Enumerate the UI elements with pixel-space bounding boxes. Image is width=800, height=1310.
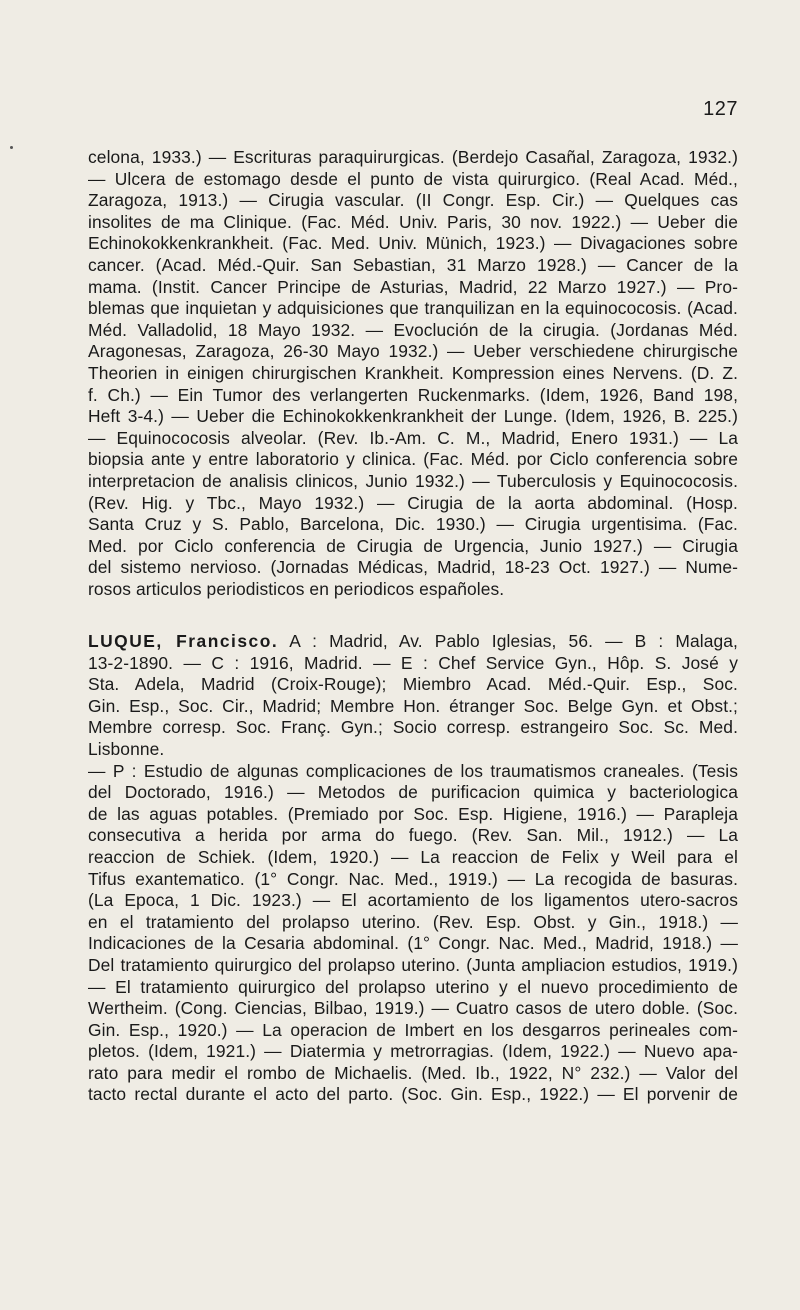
- text-line: mama. (Instit. Cancer Principe de Asturias, Madrid, 22 Marzo 1927.) — Pro-: [88, 276, 738, 297]
- text-line: rato para medir el rombo de Michaelis. (Med. Ib., 1922, N° 232.) — Valor del: [88, 1062, 738, 1083]
- text-line: Echinokokkenkrankheit. (Fac. Med. Univ. Münich, 1923.) — Divagaciones sobre: [88, 233, 738, 254]
- text-line: pletos. (Idem, 1921.) — Diatermia y metrorragias. (Idem, 1922.) — Nuevo apa-: [88, 1041, 738, 1062]
- text-line: del sistemo nervioso. (Jornadas Médicas, Madrid, 18-23 Oct. 1927.) — Nume-: [88, 557, 738, 578]
- text-line: interpretacion de analisis clinicos, Junio 1932.) — Tuberculosis y Equinococosis.: [88, 470, 738, 491]
- text-line: de las aguas potables. (Premiado por Soc. Esp. Higiene, 1916.) — Parapleja: [88, 803, 738, 824]
- text-line: del Doctorado, 1916.) — Metodos de purificacion quimica y bacteriologica: [88, 782, 738, 803]
- text-line: Zaragoza, 1913.) — Cirugia vascular. (II Congr. Esp. Cir.) — Quelques cas: [88, 190, 738, 211]
- text-line: insolites de ma Clinique. (Fac. Méd. Univ. Paris, 30 nov. 1922.) — Ueber die: [88, 211, 738, 232]
- text-line: f. Ch.) — Ein Tumor des verlangerten Ruckenmarks. (Idem, 1926, Band 198,: [88, 384, 738, 405]
- text-line: reaccion de Schiek. (Idem, 1920.) — La reaccion de Felix y Weil para el: [88, 846, 738, 867]
- entry-first-line: [88, 631, 738, 653]
- text-line: Gin. Esp., 1920.) — La operacion de Imbert en los desgarros perineales com-: [88, 1019, 738, 1040]
- text-line: Indicaciones de la Cesaria abdominal. (1° Congr. Nac. Med., Madrid, 1918.) —: [88, 933, 738, 954]
- text-line: Lisbonne.: [88, 738, 165, 759]
- text-line: Tifus exantematico. (1° Congr. Nac. Med., 1919.) — La recogida de basuras.: [88, 868, 738, 889]
- text-line: Del tratamiento quirurgico del prolapso uterino. (Junta ampliacion estudios, 1919.): [88, 954, 738, 975]
- text-line: en el tratamiento del prolapso uterino. (Rev. Esp. Obst. y Gin., 1918.) —: [88, 911, 738, 932]
- entry-continued-text: [88, 147, 738, 600]
- entry-luque: [88, 631, 738, 1106]
- text-line: Heft 3-4.) — Ueber die Echinokokkenkrankheit der Lunge. (Idem, 1926, B. 225.): [88, 406, 738, 427]
- text-line: — P : Estudio de algunas complicaciones de los traumatismos craneales. (Tesis: [88, 760, 738, 781]
- text-line: Wertheim. (Cong. Ciencias, Bilbao, 1919.) — Cuatro casos de utero doble. (Soc.: [88, 998, 738, 1019]
- entry-name: LUQUE, Francisco.: [88, 631, 279, 651]
- text-line: Sta. Adela, Madrid (Croix-Rouge); Miembro Acad. Méd.-Quir. Esp., Soc.: [88, 674, 738, 695]
- speck: [10, 146, 13, 149]
- text-line: rosos articulos periodisticos en periodicos españoles.: [88, 578, 505, 599]
- text-line: Theorien in einigen chirurgischen Krankheit. Kompression eines Nervens. (D. Z.: [88, 362, 738, 383]
- text-line: — Ulcera de estomago desde el punto de vista quirurgico. (Real Acad. Méd.,: [88, 168, 738, 189]
- text-line: blemas que inquietan y adquisiciones que tranquilizan en la equinococosis. (Acad.: [88, 298, 738, 319]
- text-line: Gin. Esp., Soc. Cir., Madrid; Membre Hon. étranger Soc. Belge Gyn. et Obst.;: [88, 695, 738, 716]
- page-number: 127: [703, 98, 738, 120]
- text-line: (La Epoca, 1 Dic. 1923.) — El acortamiento de los ligamentos utero-sacros: [88, 890, 738, 911]
- text-line: cancer. (Acad. Méd.-Quir. San Sebastian, 31 Marzo 1928.) — Cancer de la: [88, 254, 738, 275]
- text-line: — Equinococosis alveolar. (Rev. Ib.-Am. C. M., Madrid, Enero 1931.) — La: [88, 427, 738, 448]
- text-line: Med. por Ciclo conferencia de Cirugia de Urgencia, Junio 1927.) — Cirugia: [88, 535, 738, 556]
- text-line: tacto rectal durante el acto del parto. (Soc. Gin. Esp., 1922.) — El porvenir de: [88, 1084, 738, 1105]
- text-line: Santa Cruz y S. Pablo, Barcelona, Dic. 1930.) — Cirugia urgentisima. (Fac.: [88, 514, 738, 535]
- entry-first-line-rest: A : Madrid, Av. Pablo Iglesias, 56. — B : Malaga,: [289, 631, 738, 651]
- text-line: (Rev. Hig. y Tbc., Mayo 1932.) — Cirugia de la aorta abdominal. (Hosp.: [88, 492, 738, 513]
- text-line: — El tratamiento quirurgico del prolapso uterino y el nuevo procedimiento de: [88, 976, 738, 997]
- text-line: biopsia ante y entre laboratorio y clinica. (Fac. Méd. por Ciclo conferencia sobre: [88, 449, 738, 470]
- text-line: 13-2-1890. — C : 1916, Madrid. — E : Chef Service Gyn., Hôp. S. José y: [88, 652, 738, 673]
- text-line: consecutiva a herida por arma do fuego. (Rev. San. Mil., 1912.) — La: [88, 825, 738, 846]
- text-line: Membre corresp. Soc. Franç. Gyn.; Socio corresp. estrangeiro Soc. Sc. Med.: [88, 717, 738, 738]
- text-line: Méd. Valladolid, 18 Mayo 1932. — Evoclución de la cirugia. (Jordanas Méd.: [88, 319, 738, 340]
- text-line: celona, 1933.) — Escrituras paraquirurgicas. (Berdejo Casañal, Zaragoza, 1932.): [88, 147, 738, 167]
- text-line: Aragonesas, Zaragoza, 26-30 Mayo 1932.) — Ueber verschiedene chirurgische: [88, 341, 738, 362]
